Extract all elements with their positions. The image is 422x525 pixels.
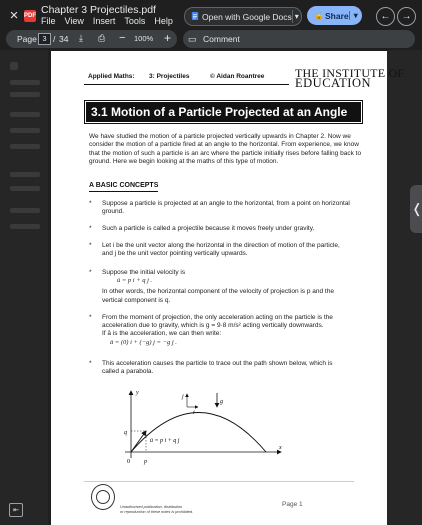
lock-icon: 🔒 (314, 11, 324, 20)
menu-view[interactable]: View (64, 16, 84, 26)
section-title-text: 3.1 Motion of a Particle Projected at an Angle (91, 105, 348, 119)
zoom-in-icon[interactable]: + (164, 31, 172, 45)
intro-line: We have studied the motion of a particle projected vertically upwards in Chapter 2. Now we (89, 133, 351, 140)
bullet-line: Suppose the initial velocity is (102, 269, 186, 276)
projectile-diagram (121, 383, 301, 468)
bullet-text (102, 242, 357, 258)
chevron-down-icon[interactable]: ▾ (294, 12, 299, 21)
print-icon[interactable]: ⎙ (98, 33, 106, 43)
background-right (387, 50, 422, 525)
bullet-marker: * (89, 269, 92, 276)
file-title: Chapter 3 Projectiles.pdf (41, 4, 156, 16)
forward-arrow-icon[interactable]: → (397, 7, 416, 26)
heading-basic-concepts: A BASIC CONCEPTS (89, 182, 159, 189)
bullet-line: called a parabola. (102, 368, 154, 376)
bullet-marker: * (89, 360, 92, 367)
velocity-equation: ū = p i + q j . (117, 277, 153, 285)
page-separator: / (53, 34, 56, 44)
close-icon[interactable]: × (9, 6, 19, 24)
x-axis-label: x (279, 445, 282, 451)
bullet-text (102, 314, 357, 347)
bullet-line: If ā is the acceleration, we can then write: (102, 330, 222, 338)
institute-seal-inner (96, 490, 110, 504)
bullet-marker: * (89, 200, 92, 207)
footer-note (120, 505, 193, 515)
bullet-line: acceleration due to gravity, which is g = 9·8 m/s² acting vertically downwards. (102, 322, 324, 330)
bullet-text (102, 269, 357, 305)
footer-note-line1: Unauthorised publication, distribution (120, 505, 183, 509)
q-label: q (124, 430, 127, 436)
bullet-marker: * (89, 314, 92, 321)
menu-tools[interactable]: Tools (124, 16, 146, 26)
zoom-out-icon[interactable]: − (119, 32, 126, 44)
zoom-level[interactable]: 100% (134, 34, 154, 43)
menu-insert[interactable]: Insert (92, 16, 116, 26)
open-with-label: Open with Google Docs (202, 11, 292, 22)
section-title (84, 100, 363, 124)
pdf-file-icon: PDF (24, 10, 36, 22)
header-subject: Applied Maths: (88, 73, 135, 80)
side-panel-toggle-icon[interactable]: ❬ (410, 185, 422, 233)
bullet-text (102, 225, 357, 233)
comment-button[interactable] (183, 30, 415, 48)
bullet-line: and j be the unit vector pointing vertically upwards. (102, 250, 248, 258)
intro-line: ground. Here we begin looking at the maths of this type of motion. (89, 157, 279, 165)
google-docs-icon (191, 12, 199, 20)
g-label: g (220, 399, 223, 405)
page-number-input[interactable]: 3 (38, 33, 51, 45)
intro-line: that the motion of such a particle is an arc where the particle initially rises before falling back to (89, 149, 362, 157)
intro-line: consider the motion of a particle fired at an angle to the horizontal. From experience, we know (89, 141, 359, 149)
header-rule (84, 84, 289, 85)
velocity-vector (131, 431, 146, 452)
parabola-path (131, 413, 266, 453)
bullet-line: Such a particle is called a projectile because it moves freely under gravity. (102, 225, 315, 232)
footer-note-line2: or reproduction of these notes is prohibited. (120, 510, 194, 514)
footer-page-number: Page 1 (282, 501, 303, 508)
bullet-marker: * (89, 242, 92, 249)
bullet-line: ground. (102, 208, 125, 216)
menu-help[interactable]: Help (154, 16, 173, 26)
bullet-line: In other words, the horizontal component of the velocity of projection is p and the (102, 288, 334, 296)
share-label: Share (325, 10, 349, 21)
header-chapter: 3: Projectiles (149, 73, 190, 80)
i-label: i (193, 410, 195, 416)
total-pages: 34 (59, 34, 69, 44)
p-label: p (144, 459, 147, 465)
bullet-line: Let i be the unit vector along the horizontal in the direction of motion of the particle, (102, 242, 340, 249)
bullet-marker: * (89, 225, 92, 232)
sidebar-toggle-icon[interactable]: ⇤ (9, 503, 23, 517)
y-axis-label: y (136, 390, 139, 396)
header-author: © Aidan Roantree (210, 73, 265, 80)
menu-bar (41, 16, 173, 26)
back-arrow-icon[interactable]: ← (376, 7, 395, 26)
institute-logo-line2: EDUCATION (295, 76, 372, 90)
bullet-line: vertical component is q. (102, 296, 171, 304)
bullet-text (102, 200, 357, 216)
institute-logo-line1: THE INSTITUTE OF (295, 66, 405, 80)
bullet-text (102, 360, 357, 376)
page-label: Page (17, 34, 37, 44)
acceleration-equation: ā = (0) i + (−g) j = −g j . (110, 338, 177, 346)
background-left (0, 50, 48, 525)
share-button[interactable] (307, 6, 362, 25)
origin-label: 0 (127, 459, 130, 465)
menu-file[interactable]: File (41, 16, 56, 26)
bullet-line: Suppose a particle is projected at an angle to the horizontal, from a point on horizontal (102, 200, 350, 207)
heading-underline (89, 191, 158, 192)
download-icon[interactable]: ⤓ (79, 33, 83, 43)
pdf-page (51, 51, 405, 525)
intro-paragraph (89, 133, 362, 166)
comment-label: Comment (203, 34, 240, 44)
share-dropdown-icon[interactable]: ▾ (349, 11, 362, 20)
bullet-line: From the moment of projection, the only acceleration acting on the particle is the (102, 314, 333, 321)
bullet-line: This acceleration causes the particle to trace out the path shown below, which is (102, 360, 333, 367)
j-label: j (182, 394, 184, 400)
open-with-google-docs-button[interactable] (184, 7, 302, 26)
velocity-label: ū = p i + q j (150, 438, 180, 444)
comment-icon: ▭ (188, 33, 197, 44)
footer-rule (84, 481, 354, 482)
